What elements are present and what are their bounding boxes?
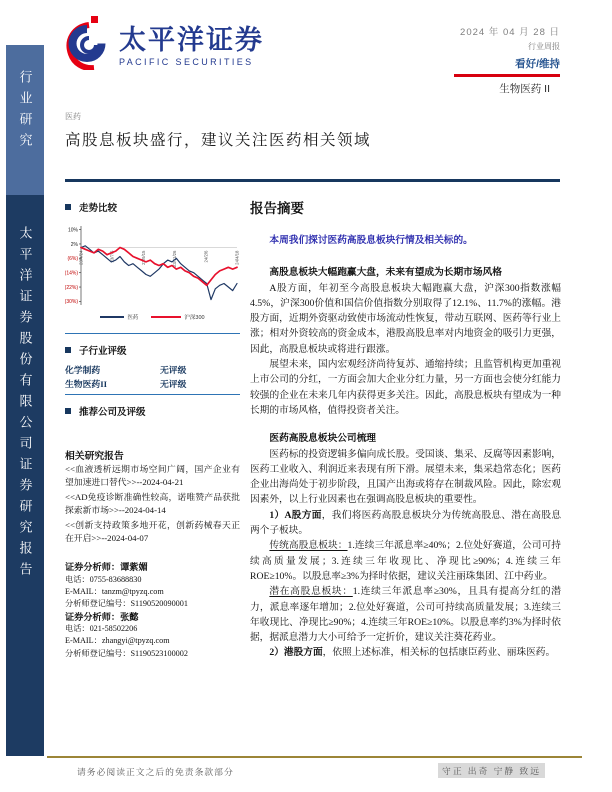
summary-column xyxy=(250,197,561,661)
subrating-section-title: 子行业评级 xyxy=(79,347,127,357)
page-title: 高股息板块盛行，建议关注医药相关领域 xyxy=(65,132,372,149)
y-tick-label: (14%) xyxy=(65,270,78,277)
footer-disclaimer: 请务必阅读正文之后的免责条款部分 xyxy=(77,767,234,777)
subrating-section-header xyxy=(65,343,240,357)
subindustry-rating: 无评级 xyxy=(160,365,187,375)
legend-line-swatch xyxy=(151,316,181,318)
医药-line xyxy=(78,246,237,300)
section-divider xyxy=(65,394,240,395)
sidebar-top-label: 行业研究 xyxy=(17,70,33,154)
footer-divider xyxy=(47,756,582,758)
sidebar-company-banner xyxy=(6,195,44,756)
square-bullet-icon xyxy=(65,408,71,414)
summary-paragraph: 医药标的投资逻辑多偏向成长股。受国谈、集采、反腐等因素影响，医药工业收入、利润近来表现有所下滑。展望未来，集采趋常态化；医药企业出海尚处于初步阶段，且国产出海或将存在制裁风险。因此，除宏观因素外，以上行业因素也在强调高股息板块的重要性。 xyxy=(250,448,561,506)
x-tick-label: 23/4/24 xyxy=(78,250,84,265)
brand-name-en: PACIFIC SECURITIES xyxy=(119,56,254,67)
related-report-link[interactable]: <<创新支持政策多地开花，创新药械春天正在开启>>--2024-04-07 xyxy=(65,519,240,544)
analyst-phone: 电话：0755-83688830 xyxy=(65,575,142,585)
trend-chart-svg xyxy=(65,221,240,309)
subindustry-rating: 无评级 xyxy=(160,379,187,389)
inline-text: ，依照上述标准，相关标的包括康臣药业、丽珠医药。 xyxy=(322,647,556,659)
summary-subheading-1: 高股息板块大幅跑赢大盘，未来有望成为长期市场风格 xyxy=(269,267,502,279)
brand-logo xyxy=(64,16,264,75)
trend-chart xyxy=(65,221,240,321)
report-date: 2024 年 04 月 28 日 xyxy=(460,27,560,38)
legend-label: 沪深300 xyxy=(184,315,205,321)
recommend-section-header xyxy=(65,404,240,418)
y-tick-label: 2% xyxy=(70,241,78,248)
subrating-table xyxy=(65,363,240,391)
x-tick-label: 23/9/15 xyxy=(140,250,146,265)
legend-item xyxy=(151,313,204,321)
red-rule xyxy=(454,74,560,77)
summary-paragraph xyxy=(250,538,561,584)
y-tick-label: (22%) xyxy=(65,284,78,291)
x-tick-label: 24/4/18 xyxy=(234,250,240,265)
summary-heading: 报告摘要 xyxy=(250,201,304,216)
sidebar-bottom-label: 太平洋证券股份有限公司证券研究报告 xyxy=(17,226,33,583)
related-report-link[interactable]: <<血液透析远期市场空间广阔，国产企业有望加速进口替代>>--2024-04-21 xyxy=(65,464,240,488)
industry-rating: 看好/维持 xyxy=(515,58,560,70)
inline-text: 1.连续三年派息率≥30%，且具有提高分红的潜力，派息率逐年增加；2.位处好赛道，公司可持续高质量发展；3.连续三年收现比、净现比≥90%；4.连续三年ROE≥10%。以股息率约3%为择时依据，据派息潜力大小可给予一定折价，建议关注葵花药业。 xyxy=(250,586,561,644)
category-label: 医药 xyxy=(65,112,81,121)
summary-highlight: 本周我们探讨医药高股息板块行情及相关标的。 xyxy=(269,235,473,246)
pacific-swirl-icon xyxy=(64,16,110,75)
analyst-name: 证券分析师：谭紫媚 xyxy=(65,562,148,573)
x-tick-label: 24/2/6 xyxy=(203,250,209,263)
inline-text: 1.连续三年派息率≥40%；2.位处好赛道，公司可持续高质量发展；3.连续三年收现比、净现比≥90%；4.连续三年ROE≥10%。以股息率≥3%为择时依据，建议关注丽珠集团、江中药业。 xyxy=(250,540,561,582)
section-divider xyxy=(65,333,240,334)
brand-name xyxy=(119,25,264,67)
title-divider xyxy=(65,179,560,182)
report-type: 行业周报 xyxy=(528,42,560,51)
header-meta xyxy=(454,24,560,96)
industry-name: 生物医药 II xyxy=(499,82,550,95)
sidebar-industry-research xyxy=(6,45,44,195)
inline-underline: 传统高股息板块： xyxy=(269,540,348,552)
summary-paragraph: A股方面，年初至今高股息板块大幅跑赢大盘，沪深300指数涨幅4.5%，沪深300价值和国信价值指数分别取得了12.1%、11.7%的涨幅。港股方面，近期外资驱动致使市场流动性恢复，带动互联网、医药等行业上涨；相对外资较高的资金成本，港股高股息率对内地资金的吸引力更强，因此，高股息板块或将进行跟涨。 xyxy=(250,282,561,355)
summary-paragraph xyxy=(250,645,561,660)
inline-bold: 2）港股方面 xyxy=(269,647,323,659)
left-column xyxy=(65,200,240,660)
y-tick-label: (6%) xyxy=(67,256,78,263)
analyst-registration: 分析师登记编号：S1190523100002 xyxy=(65,648,188,658)
x-tick-label: 23/7/5 xyxy=(109,250,115,263)
analyst-name: 证券分析师：张懿 xyxy=(65,611,139,622)
square-bullet-icon xyxy=(65,204,71,210)
inline-underline: 潜在高股息板块： xyxy=(269,586,353,598)
trend-section-title: 走势比较 xyxy=(79,204,118,214)
inline-bold: 1）A股方面 xyxy=(269,509,322,521)
analyst-email: E-MAIL：zhangyi@tpyzq.com xyxy=(65,636,170,646)
analyst-email: E-MAIL：tanzm@tpyzq.com xyxy=(65,587,164,597)
table-row xyxy=(65,377,240,391)
legend-line-swatch xyxy=(100,316,124,318)
subindustry-name: 生物医药II xyxy=(65,379,108,389)
analyst-phone: 电话：021-58502206 xyxy=(65,624,138,634)
related-reports-title: 相关研究报告 xyxy=(65,451,124,462)
summary-subheading-2: 医药高股息板块公司梳理 xyxy=(269,433,376,445)
inline-text: ，我们将医药高股息板块分为传统高股息、潜在高股息两个子板块。 xyxy=(250,509,562,537)
analysts-block xyxy=(65,561,240,659)
沪深300-line xyxy=(78,248,237,286)
related-report-link[interactable]: <<AD免疫诊断准确性较高，诺唯赞产品获批探索新市场>>--2024-04-14 xyxy=(65,491,240,516)
y-tick-label: 10% xyxy=(67,227,78,234)
summary-paragraph xyxy=(250,508,561,539)
legend-label: 医药 xyxy=(127,315,139,321)
analyst-registration: 分析师登记编号：S1190520090001 xyxy=(65,599,188,609)
recommend-section-title: 推荐公司及评级 xyxy=(79,408,146,418)
x-tick-label: 23/11/26 xyxy=(172,250,178,267)
summary-paragraph xyxy=(250,584,561,645)
trend-section-header xyxy=(65,200,240,214)
subindustry-name: 化学制药 xyxy=(65,365,101,375)
chart-legend xyxy=(65,313,240,321)
footer-motto: 守正 出奇 宁静 致远 xyxy=(438,763,545,778)
brand-name-cn: 太平洋证券 xyxy=(119,24,264,55)
y-tick-label: (30%) xyxy=(65,299,78,306)
table-row xyxy=(65,363,240,377)
square-bullet-icon xyxy=(65,347,71,353)
summary-paragraph: 展望未来，国内宏观经济尚待复苏、通缩持续；且监管机构更加重视上市公司的分红，一方面会加大企业分红力量，另一方面也会使分红能力较强的企业在未来几年内获得更多关注。因此，高股息板块有望成为一种长期的市场风格，值得投资者关注。 xyxy=(250,359,561,416)
legend-item xyxy=(100,313,138,321)
